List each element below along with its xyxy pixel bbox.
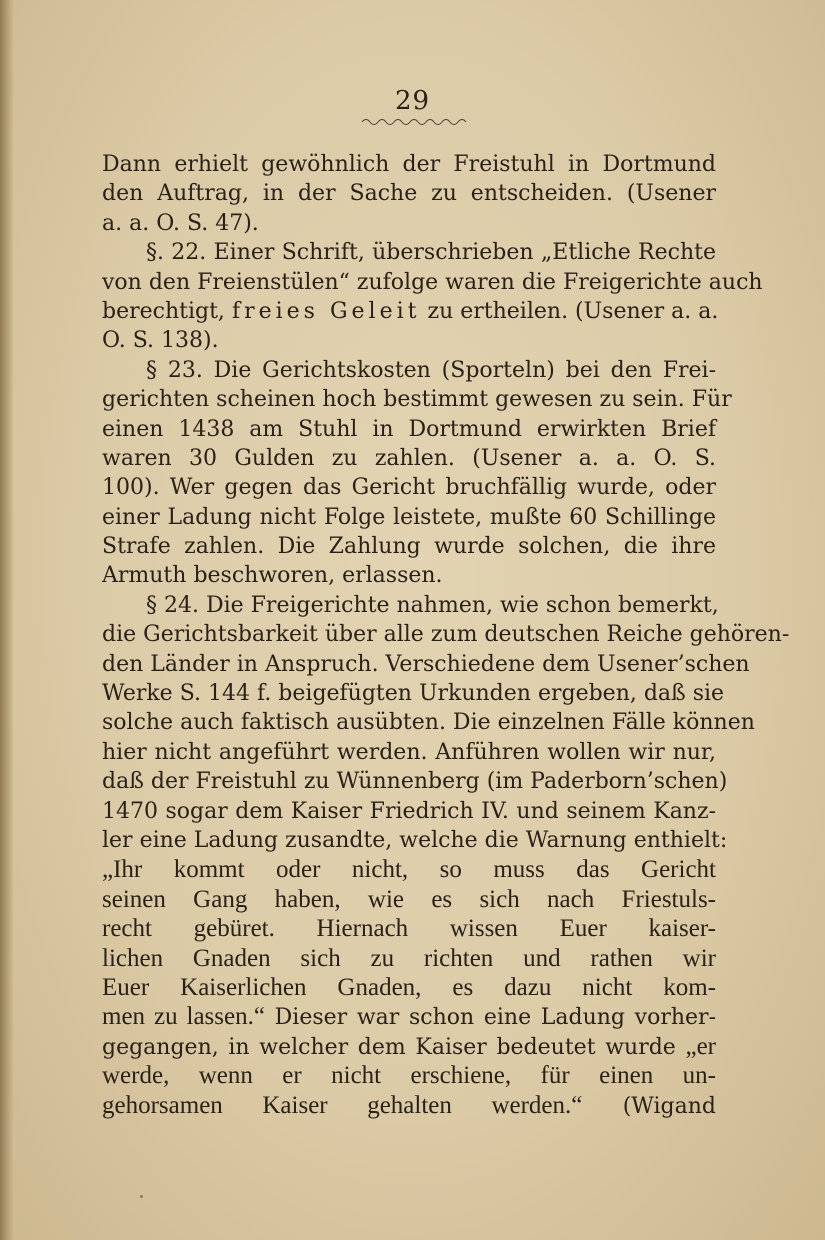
text-line: Dann erhielt gewöhnlich der Freistuhl in Dortmund — [102, 152, 716, 177]
text-line: einen 1438 am Stuhl in Dortmund erwirkten Brief — [102, 416, 716, 442]
text-line: einer Ladung nicht Folge leistete, mußte 60 Schillinge — [102, 504, 716, 530]
body-text — [102, 150, 790, 1120]
page-number: 29 — [394, 86, 431, 116]
text-fragment: zu ertheilen. (Usener a. a. — [427, 298, 719, 324]
quotation-line: „Ihr kommt oder nicht, so muss das Gericht — [102, 856, 716, 884]
mixed-line — [102, 1032, 716, 1061]
quotation-fragment: gehorsamen Kaiser gehalten werden.“ — [102, 1091, 583, 1119]
text-fragment: Dieser war schon eine Ladung vorher- — [274, 1005, 716, 1031]
text-line: ler eine Ladung zusandte, welche die Warnung enthielt: — [102, 827, 728, 853]
text-line: hier nicht angeführt werden. Anführen wollen wir nur, — [102, 739, 716, 765]
page-gutter-shadow — [0, 0, 14, 1240]
quotation-line: Euer Kaiserlichen Gnaden, es dazu nicht kom- — [102, 973, 716, 1001]
wavy-rule-ornament — [362, 117, 466, 127]
text-line: 100). Wer gegen das Gericht bruchfällig wurde, oder — [102, 475, 716, 501]
paragraph-22-start: §. 22. Einer Schrift, überschrieben „Etliche Rechte — [146, 240, 716, 266]
text-line: die Gerichtsbarkeit über alle zum deutschen Reiche gehören- — [102, 622, 790, 648]
paragraph-24-start: § 24. Die Freigerichte nahmen, wie schon bemerkt, — [146, 592, 719, 618]
text-line: waren 30 Gulden zu zahlen. (Usener a. a. O. S. — [102, 445, 716, 471]
quotation-line: seinen Gang haben, wie es sich nach Friestuls- — [102, 885, 716, 913]
text-fragment: gegangen, in welcher dem Kaiser bedeutet wurde — [102, 1034, 676, 1060]
text-line: Werke S. 144 f. beigefügten Urkunden ergeben, daß sie — [102, 681, 725, 707]
quotation-fragment: men zu lassen.“ — [102, 1003, 265, 1031]
text-line: 1470 sogar dem Kaiser Friedrich IV. und seinem Kanz- — [102, 798, 716, 824]
quotation-fragment: „er — [685, 1032, 716, 1060]
text-line: daß der Freistuhl zu Wünnenberg (im Paderborn’schen) — [102, 769, 728, 795]
text-line: Armuth beschworen, erlassen. — [102, 563, 443, 589]
text-line: O. S. 138). — [102, 328, 219, 354]
text-fragment: (Wigand — [622, 1093, 716, 1119]
text-line: den Auftrag, in der Sache zu entscheiden. (Usener — [102, 181, 716, 207]
quotation-line: recht gebüret. Hiernach wissen Euer kaiser- — [102, 915, 716, 943]
text-line: a. a. O. S. 47). — [102, 210, 259, 236]
spaced-emphasis: freies Geleit — [231, 298, 421, 324]
text-fragment: berechtigt, — [102, 298, 225, 324]
text-line: den Länder in Anspruch. Verschiedene dem Usener’schen — [102, 651, 750, 677]
paper-speck — [140, 1195, 143, 1198]
text-line: solche auch faktisch ausübten. Die einzelnen Fälle können — [102, 710, 755, 736]
quotation-line: lichen Gnaden sich zu richten und rathen wir — [102, 944, 716, 972]
mixed-line — [102, 1002, 716, 1031]
mixed-line — [102, 1091, 716, 1120]
text-line: Strafe zahlen. Die Zahlung wurde solchen, die ihre — [102, 534, 716, 560]
text-line — [102, 297, 719, 326]
quotation-line: werde, wenn er nicht erschiene, für einen un- — [102, 1062, 716, 1090]
text-line: von den Freienstülen“ zufolge waren die Freigerichte auch — [102, 269, 763, 295]
paragraph-23-start: § 23. Die Gerichtskosten (Sporteln) bei den Frei- — [146, 357, 716, 383]
text-line: gerichten scheinen hoch bestimmt gewesen zu sein. Für — [102, 387, 732, 413]
